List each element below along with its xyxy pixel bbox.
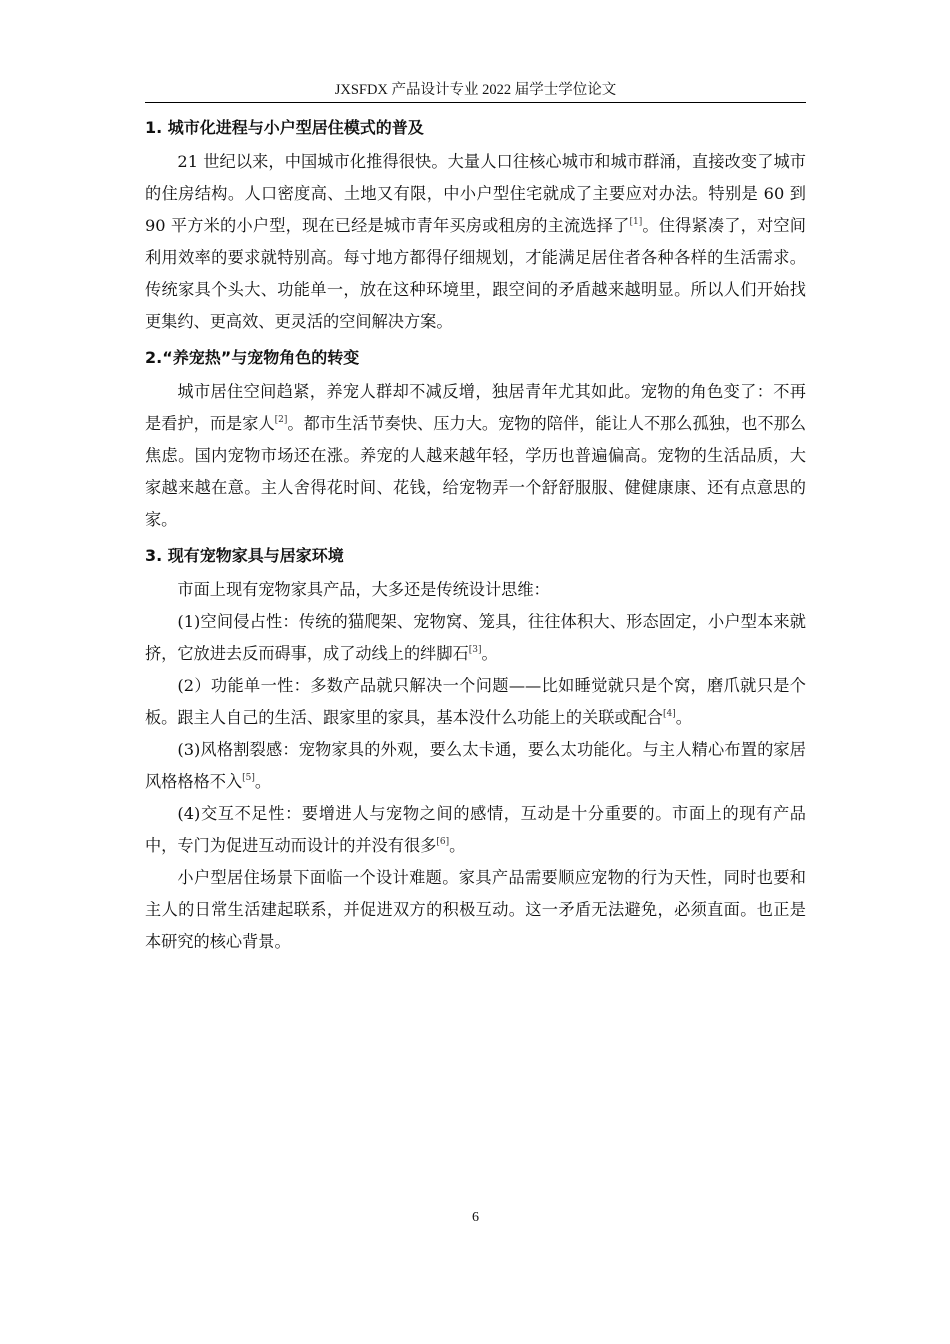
citation: [5] xyxy=(242,773,255,783)
list-item xyxy=(145,734,806,798)
section-1-paragraph xyxy=(145,146,806,338)
paragraph-text: 城市居住空间趋紧，养宠人群却不减反增，独居青年尤其如此。宠物的角色变了：不再是看护，而是家人 xyxy=(145,382,806,433)
paragraph-text: 21 世纪以来，中国城市化推得很快。大量人口往核心城市和城市群涌，直接改变了城市的住房结构。人口密度高、土地又有限，中小户型住宅就成了主要应对办法。特别是 60 到 90 平方米的小户型，现在已经是城市青年买房或租房的主流选择了 xyxy=(145,152,806,235)
list-item-text: 。 xyxy=(449,836,466,855)
list-item-text: (3)风格割裂感：宠物家具的外观，要么太卡通，要么太功能化。与主人精心布置的家居风格格格不入 xyxy=(145,740,806,791)
running-header: JXSFDX 产品设计专业 2022 届学士学位论文 xyxy=(334,82,617,98)
list-item-text: (4)交互不足性：要增进人与宠物之间的感情，互动是十分重要的。市面上的现有产品中，专门为促进互动而设计的并没有很多 xyxy=(145,804,806,855)
citation: [2] xyxy=(274,415,288,425)
list-item xyxy=(145,606,806,670)
list-item-text: (1)空间侵占性：传统的猫爬架、宠物窝、笼具，往往体积大、形态固定，小户型本来就挤，它放进去反而碍事，成了动线上的绊脚石 xyxy=(145,612,806,663)
citation: [1] xyxy=(629,217,643,227)
section-2-paragraph xyxy=(145,376,806,536)
page-body xyxy=(145,116,806,958)
header-rule xyxy=(145,102,806,103)
list-item-text: 。 xyxy=(675,708,692,727)
list-item xyxy=(145,798,806,862)
list-item xyxy=(145,670,806,734)
section-3-conclusion: 小户型居住场景下面临一个设计难题。家具产品需要顺应宠物的行为天性，同时也要和主人的日常生活建起联系，并促进双方的积极互动。这一矛盾无法避免，必须直面。也正是本研究的核心背景。 xyxy=(145,868,806,951)
list-item-text: (2）功能单一性：多数产品就只解决一个问题——比如睡觉就只是个窝，磨爪就只是个板。跟主人自己的生活、跟家里的家具，基本没什么功能上的关联或配合 xyxy=(145,676,806,727)
page-number: 6 xyxy=(472,1210,479,1225)
section-heading-2: 2.“养宠热”与宠物角色的转变 xyxy=(145,348,360,367)
section-heading-3: 3. 现有宠物家具与居家环境 xyxy=(145,546,344,565)
paragraph-text: 。住得紧凑了，对空间利用效率的要求就特别高。每寸地方都得仔细规划，才能满足居住者各种各样的生活需求。传统家具个头大、功能单一，放在这种环境里，跟空间的矛盾越来越明显。所以人们开始找更集约、更高效、更灵活的空间解决方案。 xyxy=(145,216,806,331)
citation: [4] xyxy=(663,709,676,719)
citation: [6] xyxy=(436,837,450,847)
citation: [3] xyxy=(468,645,482,655)
list-item-text: 。 xyxy=(254,772,272,791)
list-item-text: 。 xyxy=(481,644,498,663)
section-3-intro: 市面上现有宠物家具产品，大多还是传统设计思维： xyxy=(177,580,550,599)
paragraph-text: 。都市生活节奏快、压力大。宠物的陪伴，能让人不那么孤独，也不那么焦虑。国内宠物市场还在涨。养宠的人越来越年轻，学历也普遍偏高。宠物的生活品质，大家越来越在意。主人舍得花时间、花钱，给宠物弄一个舒舒服服、健健康康、还有点意思的家。 xyxy=(145,414,807,529)
section-heading-1: 1. 城市化进程与小户型居住模式的普及 xyxy=(145,118,424,137)
